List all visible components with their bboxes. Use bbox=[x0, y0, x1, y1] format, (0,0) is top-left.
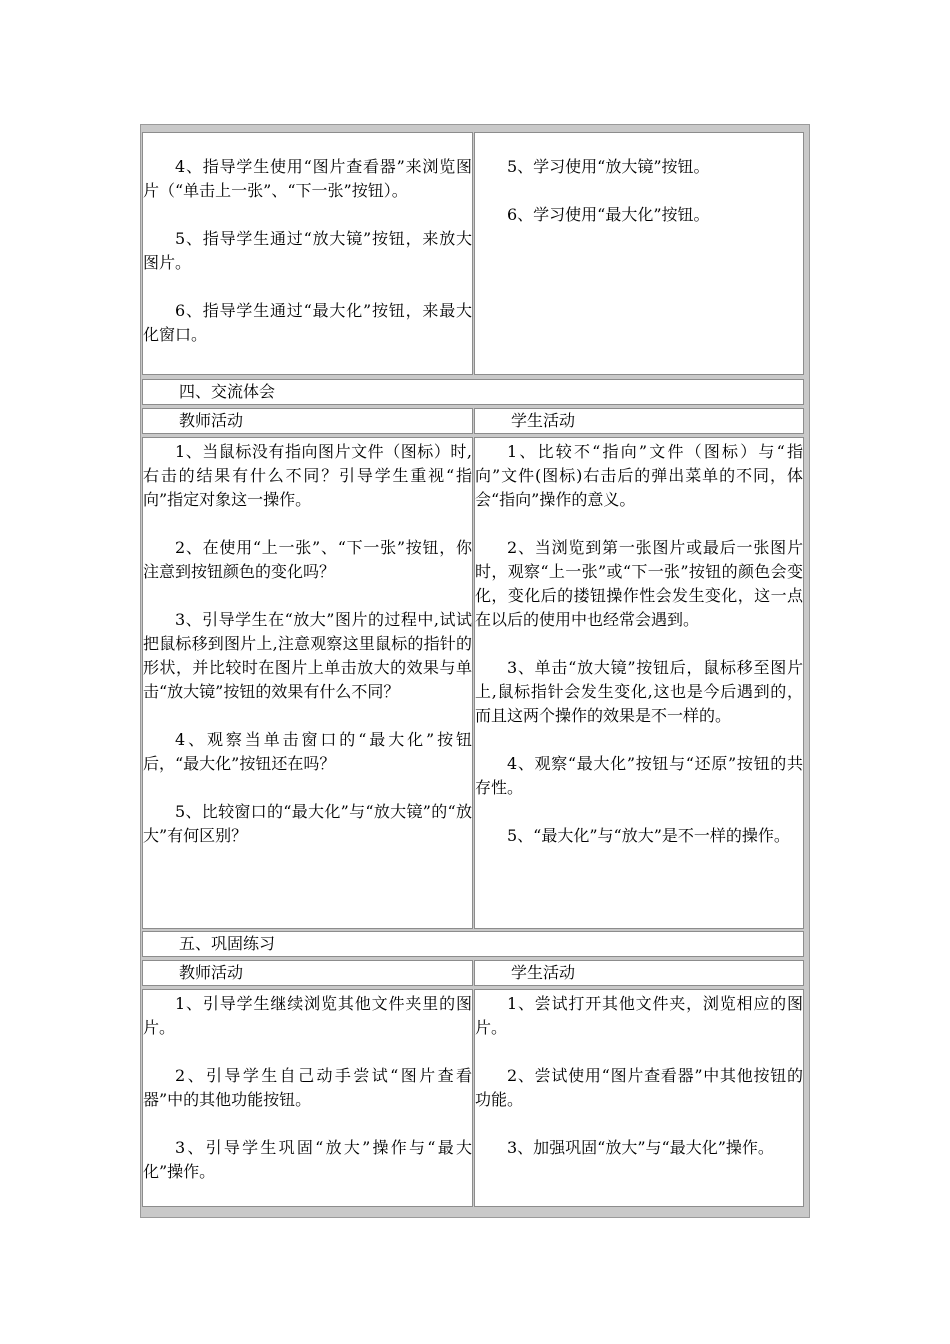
student-column-header bbox=[474, 408, 804, 434]
section-title-text: 五、巩固练习 bbox=[179, 934, 276, 953]
student-activity: 2、尝试使用“图片查看器”中其他按钮的功能。 bbox=[475, 1066, 803, 1109]
student-activity: 1、尝试打开其他文件夹，浏览相应的图片。 bbox=[475, 994, 803, 1037]
section-title-text: 四、交流体会 bbox=[179, 382, 276, 401]
teacher-activity: 5、指导学生通过“放大镜”按钮，来放大图片。 bbox=[143, 229, 472, 272]
section-title bbox=[142, 931, 804, 957]
student-activity: 3、单击“放大镜”按钮后，鼠标移至图片上,鼠标指针会发生变化,这也是今后遇到的，而且这两个操作的效果是不一样的。 bbox=[475, 658, 803, 725]
teacher-activity: 4、观察当单击窗口的“最大化”按钮后，“最大化”按钮还在吗？ bbox=[143, 730, 472, 773]
teacher-activity: 2、引导学生自己动手尝试“图片查看器”中的其他功能按钮。 bbox=[143, 1066, 472, 1109]
teacher-activity: 6、指导学生通过“最大化”按钮，来最大化窗口。 bbox=[143, 301, 472, 344]
student-header-text: 学生活动 bbox=[511, 411, 576, 430]
teacher-activity: 2、在使用“上一张”、“下一张”按钮，你注意到按钮颜色的变化吗？ bbox=[143, 538, 472, 581]
student-activity: 1、比较不“指向”文件（图标）与“指向”文件(图标)右击后的弹出菜单的不同，体会“指向”操作的意义。 bbox=[475, 442, 803, 509]
section-title bbox=[142, 379, 804, 405]
teacher-header-text: 教师活动 bbox=[179, 963, 244, 982]
student-activity: 3、加强巩固“放大”与“最大化”操作。 bbox=[507, 1138, 774, 1157]
teacher-column-header bbox=[142, 408, 473, 434]
teacher-column-header bbox=[142, 960, 473, 986]
teacher-activity: 1、引导学生继续浏览其他文件夹里的图片。 bbox=[143, 994, 472, 1037]
student-column-header bbox=[474, 960, 804, 986]
teacher-activities-cell bbox=[142, 132, 473, 375]
teacher-activities-cell bbox=[142, 989, 473, 1207]
student-activity: 2、当浏览到第一张图片或最后一张图片时，观察“上一张”或“下一张”按钮的颜色会变化，变化后的搂钮操作性会发生变化，这一点在以后的使用中也经常会遇到。 bbox=[475, 538, 803, 629]
teacher-activities-cell bbox=[142, 437, 473, 929]
student-activities-cell bbox=[474, 132, 804, 375]
student-activity: 6、学习使用“最大化”按钮。 bbox=[507, 205, 710, 224]
student-activity: 5、学习使用“放大镜”按钮。 bbox=[507, 157, 710, 176]
student-activity: 5、“最大化”与“放大”是不一样的操作。 bbox=[507, 826, 790, 845]
student-header-text: 学生活动 bbox=[511, 963, 576, 982]
teacher-activity: 3、引导学生在“放大”图片的过程中,试试把鼠标移到图片上,注意观察这里鼠标的指针的形状，并比较时在图片上单击放大的效果与单击“放大镜”按钮的效果有什么不同？ bbox=[143, 610, 472, 701]
student-activity: 4、观察“最大化”按钮与“还原”按钮的共存性。 bbox=[475, 754, 803, 797]
teacher-activity: 3、引导学生巩固“放大”操作与“最大化”操作。 bbox=[143, 1138, 472, 1181]
teacher-activity: 1、当鼠标没有指向图片文件（图标）时,右击的结果有什么不同？引导学生重视“指向”指定对象这一操作。 bbox=[143, 442, 472, 509]
teacher-header-text: 教师活动 bbox=[179, 411, 244, 430]
student-activities-cell bbox=[474, 437, 804, 929]
teacher-activity: 4、指导学生使用“图片查看器”来浏览图片（“单击上一张”、“下一张”按钮）。 bbox=[143, 157, 472, 200]
student-activities-cell bbox=[474, 989, 804, 1207]
teacher-activity: 5、比较窗口的“最大化”与“放大镜”的“放大”有何区别？ bbox=[143, 802, 472, 845]
